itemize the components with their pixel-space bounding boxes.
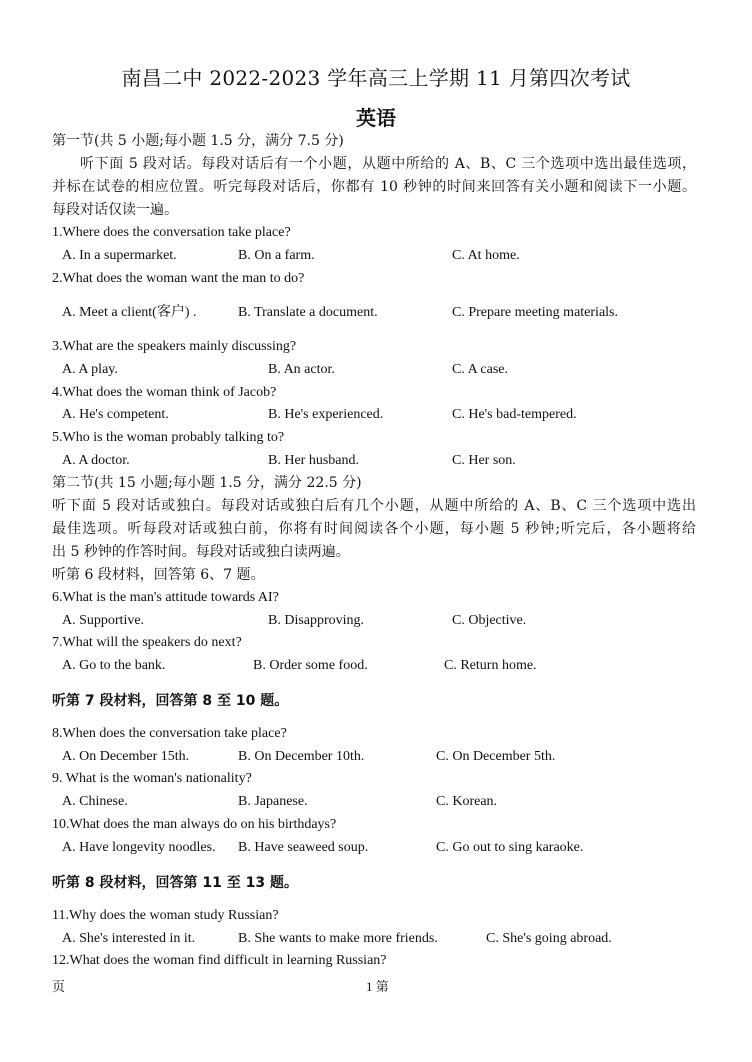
q1-option-a: A. In a supermarket. [62, 248, 177, 263]
question-7: 7.What will the speakers do next? [52, 635, 242, 650]
q7-option-a: A. Go to the bank. [62, 658, 166, 673]
q3-option-c: C. A case. [452, 362, 508, 377]
q9-option-b: B. Japanese. [238, 794, 308, 809]
q9-option-a: A. Chinese. [62, 794, 128, 809]
q11-option-c: C. She's going abroad. [486, 931, 612, 946]
footer-left: 页 [52, 979, 66, 994]
q4-option-a: A. He's competent. [62, 407, 169, 422]
subject-heading: 英语 [356, 106, 396, 130]
q4-option-c: C. He's bad-tempered. [452, 407, 577, 422]
q8-option-c: C. On December 5th. [436, 749, 556, 764]
q1-option-b: B. On a farm. [238, 248, 315, 263]
section2-instruction-line3: 出 5 秒钟的作答时间。每段对话或独白读两遍。 [52, 544, 350, 560]
question-4: 4.What does the woman think of Jacob? [52, 385, 277, 400]
q11-option-b: B. She wants to make more friends. [238, 931, 438, 946]
question-12: 12.What does the woman find difficult in learning Russian? [52, 953, 387, 968]
q8-option-b: B. On December 10th. [238, 749, 365, 764]
q6-option-a: A. Supportive. [62, 613, 145, 628]
page-number: 1 第 [366, 979, 389, 994]
q6-option-c: C. Objective. [452, 613, 527, 628]
q1-option-c: C. At home. [452, 248, 520, 263]
section2-instruction-line2: 最佳选项。听每段对话或独白前，你将有时间阅读各个小题，每小题 5 秒钟;听完后，各小题将给 [52, 521, 696, 537]
q10-option-b: B. Have seaweed soup. [238, 840, 369, 855]
q2-option-b: B. Translate a document. [238, 305, 378, 320]
q10-option-c: C. Go out to sing karaoke. [436, 840, 584, 855]
section1-instruction-line3: 每段对话仅读一遍。 [52, 202, 178, 218]
q4-option-b: B. He's experienced. [268, 407, 384, 422]
question-10: 10.What does the man always do on his birthdays? [52, 817, 337, 832]
section2-instruction-line1: 听下面 5 段对话或独白。每段对话或独白后有几个小题，从题中所给的 A、B、C 三个选项中选出 [52, 498, 696, 514]
section1-instruction-line2: 并标在试卷的相应位置。听完每段对话后，你都有 10 秒钟的时间来回答有关小题和阅读下一小题。 [52, 179, 696, 195]
q9-option-c: C. Korean. [436, 794, 498, 809]
material-7-heading: 听第 7 段材料，回答第 8 至 10 题。 [52, 693, 289, 709]
section1-header: 第一节(共 5 小题;每小题 1.5 分，满分 7.5 分) [52, 133, 344, 149]
section1-instruction-line1: 听下面 5 段对话。每段对话后有一个小题，从题中所给的 A、B、C 三个选项中选出最佳选项， [80, 156, 696, 172]
q3-option-a: A. A play. [62, 362, 118, 377]
material-8-heading: 听第 8 段材料，回答第 11 至 13 题。 [52, 875, 298, 891]
q3-option-b: B. An actor. [268, 362, 335, 377]
q2-option-a: A. Meet a client(客户) . [62, 305, 197, 320]
question-2: 2.What does the woman want the man to do? [52, 271, 305, 286]
q7-option-c: C. Return home. [444, 658, 537, 673]
q2-option-c: C. Prepare meeting materials. [452, 305, 618, 320]
q8-option-a: A. On December 15th. [62, 749, 190, 764]
question-11: 11.Why does the woman study Russian? [52, 908, 279, 923]
question-8: 8.When does the conversation take place? [52, 726, 287, 741]
question-9: 9. What is the woman's nationality? [52, 771, 252, 786]
exam-title: 南昌二中 2022-2023 学年高三上学期 11 月第四次考试 [121, 66, 631, 90]
q5-option-a: A. A doctor. [62, 453, 130, 468]
q6-option-b: B. Disapproving. [268, 613, 365, 628]
q7-option-b: B. Order some food. [253, 658, 368, 673]
question-3: 3.What are the speakers mainly discussing? [52, 339, 297, 354]
question-5: 5.Who is the woman probably talking to? [52, 430, 285, 445]
question-6: 6.What is the man's attitude towards AI? [52, 590, 279, 605]
q5-option-c: C. Her son. [452, 453, 516, 468]
q10-option-a: A. Have longevity noodles. [62, 840, 216, 855]
section2-header: 第二节(共 15 小题;每小题 1.5 分，满分 22.5 分) [52, 475, 362, 491]
material-6-heading: 听第 6 段材料，回答第 6、7 题。 [52, 567, 265, 583]
q5-option-b: B. Her husband. [268, 453, 359, 468]
q11-option-a: A. She's interested in it. [62, 931, 196, 946]
question-1: 1.Where does the conversation take place? [52, 225, 291, 240]
